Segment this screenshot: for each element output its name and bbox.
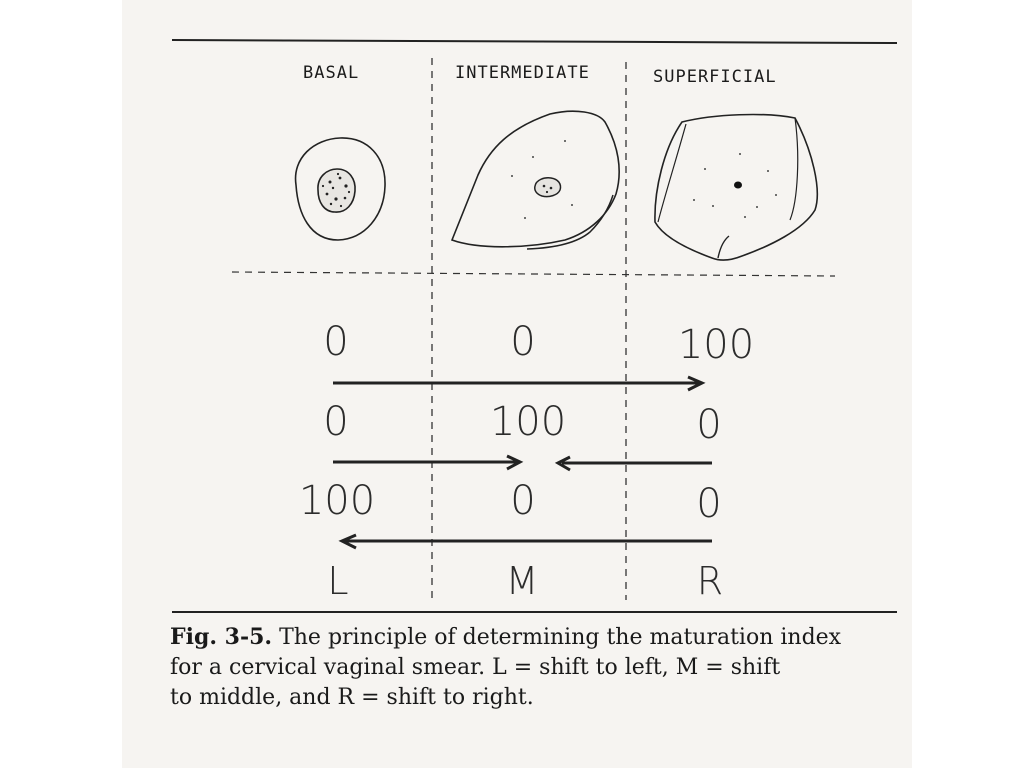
figure-caption	[170, 622, 900, 713]
caption-line-1	[170, 622, 900, 653]
row2-intermediate-value: 100	[489, 399, 567, 445]
row1-superficial-value: 100	[677, 322, 755, 368]
caption-line-2: for a cervical vaginal smear. L = shift to left, M = shift	[170, 655, 781, 680]
basal-cell-drawing	[296, 138, 386, 240]
superficial-cell-drawing	[655, 115, 817, 261]
header-superficial: SUPERFICIAL	[653, 67, 777, 87]
caption-line-3: to middle, and R = shift to right.	[170, 685, 534, 710]
row3-intermediate-value: 0	[510, 478, 536, 524]
row3-superficial-value: 0	[696, 481, 722, 527]
header-intermediate: INTERMEDIATE	[455, 63, 590, 83]
row2-superficial-value: 0	[696, 402, 722, 448]
shift-label-right: R	[696, 559, 724, 603]
shift-label-middle: M	[505, 559, 539, 603]
intermediate-cell-drawing	[452, 111, 619, 249]
arrow-shift-middle-from-right	[558, 457, 712, 470]
cell-row-separator	[232, 272, 835, 276]
arrow-shift-middle-from-left	[333, 456, 520, 469]
caption-line-1-text: The principle of determining the maturation index	[272, 625, 842, 650]
row1-basal-value: 0	[323, 319, 349, 365]
row1-intermediate-value: 0	[510, 319, 536, 365]
arrow-shift-right	[333, 377, 702, 390]
shift-label-left: L	[327, 559, 349, 603]
row3-basal-value: 100	[298, 478, 376, 524]
header-basal: BASAL	[303, 63, 360, 83]
top-rule	[172, 40, 897, 43]
arrow-shift-left	[342, 535, 712, 548]
row2-basal-value: 0	[323, 399, 349, 445]
caption-figure-label: Fig. 3-5.	[170, 624, 273, 650]
